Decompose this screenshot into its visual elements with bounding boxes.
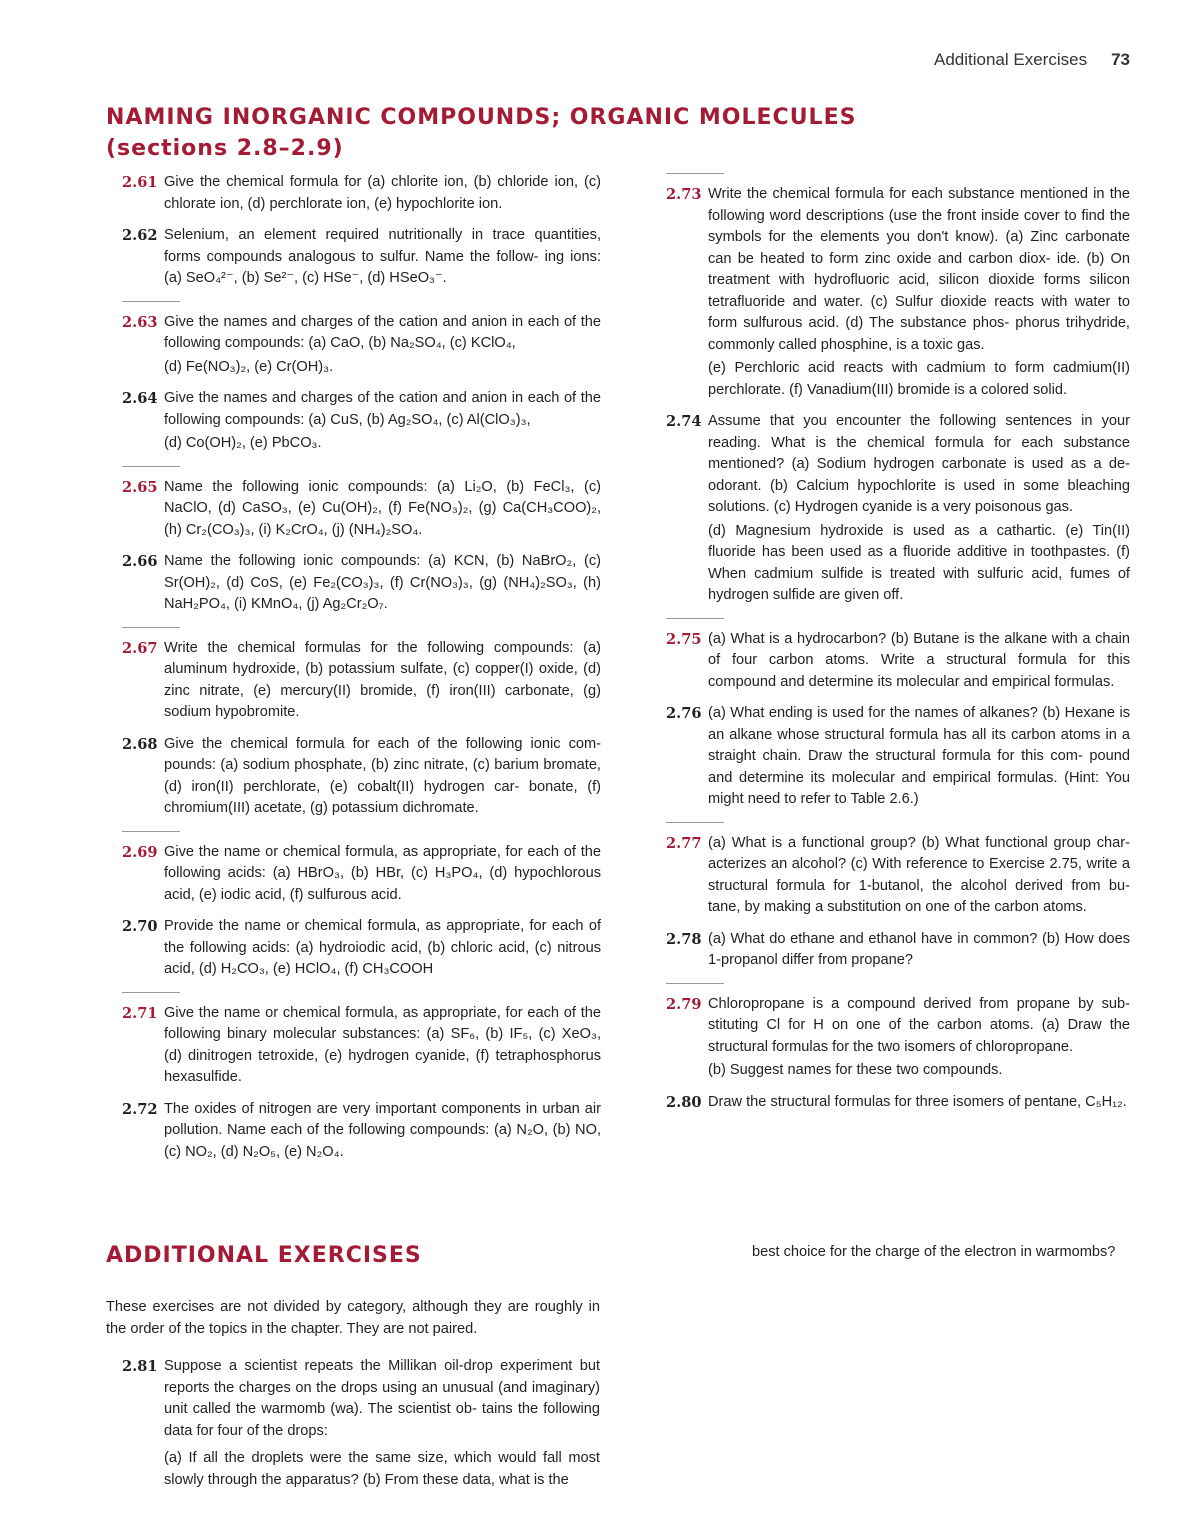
- exercise-text: (a) What is a functional group? (b) What functional group char- acterizes an alcohol? (c) With reference to Exercise 2.75, write a structural formula for 1-butanol, the alcohol derived from bu- tane, by making a substitution on one of the carbon atoms.: [708, 834, 1130, 915]
- exercise-text: Chloropropane is a compound derived from propane by sub- stituting Cl for H on one of the carbon atoms. (a) Draw the structural formulas for the two isomers of chloropropane.: [708, 995, 1130, 1055]
- exercise-number: 2.74: [666, 413, 702, 430]
- exercise-number: 2.63: [122, 313, 158, 331]
- exercise-text: The oxides of nitrogen are very important components in urban air pollution. Name each of the following compounds: (a) N₂O, (b) NO, (c) NO₂, (d) N₂O₅, (e) N₂O₄.: [164, 1100, 601, 1160]
- exercise-2-70: [108, 916, 601, 981]
- exercise-text: (d) Fe(NO₃)₂, (e) Cr(OH)₃.: [164, 358, 334, 375]
- section-title-line-1: NAMING INORGANIC COMPOUNDS; ORGANIC MOLECULES: [106, 105, 857, 130]
- exercise-2-81-wrapper: [108, 1356, 600, 1501]
- exercise-number: 2.73: [666, 186, 702, 203]
- exercise-text: (b) Suggest names for these two compounds.: [708, 1062, 1003, 1078]
- section-title-naming: [106, 102, 856, 164]
- exercise-2-74: [652, 411, 1130, 607]
- exercise-text: Write the chemical formula for each substance mentioned in the following word descriptions (use the front inside cover to find the symbols for the elements you don't know). (a) Zinc carbonate can be heated to form zinc oxide and carbon diox- ide. (b) On treatment with hydrofluoric acid, silicon dioxide forms silicon tetrafluoride and water. (c) Sulfur dioxide reacts with water to form sulfurous acid. (d) The substance phos- phorus trihydride, commonly called phosphine, is a toxic gas.: [708, 186, 1130, 353]
- exercise-text: Assume that you encounter the following sentences in your reading. What is the chemical formula for each substance mentioned? (a) Sodium hydrogen carbonate is used as a de- odorant. (b) Calcium hypochlorite is used in some bleaching solutions. (c) Hydrogen cyanide is a very poisonous gas.: [708, 413, 1130, 515]
- exercise-text: (a) What is a hydrocarbon? (b) Butane is the alkane with a chain of four carbon atoms. Write a structural formula for this compound and determine its molecular and empirical formulas.: [708, 630, 1130, 690]
- left-column: [108, 172, 601, 1173]
- exercise-2-75: [652, 617, 1130, 694]
- section-title-line-2: (sections 2.8–2.9): [106, 136, 344, 161]
- exercise-text: Provide the name or chemical formula, as appropriate, for each of the following acids: (a) hydroiodic acid, (b) chloric acid, (c) nitrous acid, (d) H₂CO₃, (e) HClO₄, (f) CH₃COOH: [164, 918, 601, 977]
- exercise-text: Draw the structural formulas for three isomers of pentane, C₅H₁₂.: [708, 1093, 1127, 1110]
- exercise-2-81: [108, 1356, 600, 1491]
- exercise-number: 2.72: [122, 1100, 158, 1118]
- exercise-2-79: [652, 982, 1130, 1082]
- exercise-number: 2.69: [122, 843, 158, 861]
- exercise-2-61: [108, 172, 601, 215]
- exercise-text: (a) What do ethane and ethanol have in common? (b) How does 1-propanol differ from propane?: [708, 930, 1130, 968]
- exercise-number: 2.78: [666, 930, 702, 948]
- exercise-2-66: [108, 551, 601, 616]
- running-head: [934, 50, 1130, 70]
- exercise-2-73: [652, 172, 1130, 401]
- exercise-number: 2.76: [666, 705, 702, 722]
- right-column: [652, 172, 1130, 1123]
- exercise-2-69: [108, 830, 601, 907]
- exercise-number: 2.64: [122, 390, 158, 407]
- exercise-text: Give the chemical formula for (a) chlorite ion, (b) chloride ion, (c) chlorate ion, (d) perchlorate ion, (e) hypochlorite ion.: [164, 174, 601, 212]
- exercise-number: 2.68: [122, 735, 158, 753]
- exercise-text: Write the chemical formulas for the following compounds: (a) aluminum hydroxide, (b) potassium sulfate, (c) copper(I) oxide, (d) zinc nitrate, (e) mercury(II) bromide, (f) iron(III) carbonate, (g) sodium hypobromite.: [164, 639, 601, 720]
- exercise-2-77: [652, 821, 1130, 919]
- exercise-number: 2.62: [122, 227, 158, 244]
- exercise-2-80: [652, 1092, 1130, 1114]
- exercise-text: Give the name or chemical formula, as appropriate, for each of the following binary molecular substances: (a) SF₆, (b) IF₅, (c) XeO₃, (d) dinitrogen tetroxide, (e) hydrogen cyanide, (f) tetraphosphorus hexasulfide.: [164, 1004, 601, 1085]
- exercise-2-71: [108, 991, 601, 1089]
- exercise-number: 2.80: [666, 1093, 702, 1111]
- continuation-text: best choice for the charge of the electron in warmombs?: [752, 1244, 1116, 1260]
- exercise-2-72: [108, 1099, 601, 1164]
- exercise-text: (a) If all the droplets were the same size, which would fall most slowly through the apparatus? (b) From these data, what is the: [164, 1450, 600, 1488]
- exercise-text: (a) What ending is used for the names of alkanes? (b) Hexane is an alkane whose structural formula has all its carbon atoms in a straight chain. Draw the structural formula for this com- pound and determine its molecular and empirical formulas. (Hint: You might need to refer to Table 2.6.): [708, 705, 1130, 807]
- exercise-2-65: [108, 465, 601, 542]
- exercise-number: 2.66: [122, 553, 158, 570]
- exercise-text: (e) Perchloric acid reacts with cadmium to form cadmium(II) perchlorate. (f) Vanadium(III) bromide is a colored solid.: [708, 360, 1130, 398]
- exercise-text: Name the following ionic compounds: (a) Li₂O, (b) FeCl₃, (c) NaClO, (d) CaSO₃, (e) Cu(OH)₂, (f) Fe(NO₃)₂, (g) Ca(CH₃COO)₂, (h) Cr₂(CO₃)₃, (i) K₂CrO₄, (j) (NH₄)₂SO₄.: [164, 478, 601, 538]
- exercise-2-62: [108, 225, 601, 290]
- exercise-2-78: [652, 929, 1130, 972]
- exercise-text: Name the following ionic compounds: (a) KCN, (b) NaBrO₂, (c) Sr(OH)₂, (d) CoS, (e) Fe₂(CO₃)₃, (f) Cr(NO₃)₃, (g) (NH₄)₂SO₃, (h) NaH₂PO₄, (i) KMnO₄, (j) Ag₂Cr₂O₇.: [164, 553, 601, 612]
- exercise-2-68: [108, 734, 601, 820]
- exercise-2-63: [108, 300, 601, 379]
- exercise-number: 2.70: [122, 918, 158, 935]
- exercise-text: Selenium, an element required nutritionally in trace quantities, forms compounds analogous to sulfur. Name the follow- ing ions: (a) SeO₄²⁻, (b) Se²⁻, (c) HSe⁻, (d) HSeO₃⁻.: [164, 227, 601, 286]
- exercise-text: (d) Magnesium hydroxide is used as a cathartic. (e) Tin(II) fluoride has been used as a fluoride additive in toothpastes. (f) When cadmium sulfide is treated with sulfuric acid, fumes of hydrogen sulfide are given off.: [708, 522, 1130, 603]
- exercise-number: 2.61: [122, 174, 158, 191]
- exercise-text: (d) Co(OH)₂, (e) PbCO₃.: [164, 435, 322, 451]
- exercise-2-76: [652, 703, 1130, 811]
- running-title: Additional Exercises: [934, 50, 1088, 69]
- exercise-number: 2.67: [122, 639, 158, 657]
- exercise-number: 2.71: [122, 1004, 158, 1022]
- page-number: 73: [1111, 50, 1130, 69]
- exercise-text: Give the name or chemical formula, as appropriate, for each of the following acids: (a) HBrO₃, (b) HBr, (c) H₃PO₄, (d) hypochlorous acid, (e) iodic acid, (f) sulfurous acid.: [164, 843, 601, 903]
- exercise-text: Suppose a scientist repeats the Millikan oil-drop experiment but reports the charges on the drops using an unusual (and imaginary) unit called the warmomb (wa). The scientist ob- tains the following data for four of the drops:: [164, 1358, 600, 1439]
- exercise-text: Give the names and charges of the cation and anion in each of the following compounds: (a) CuS, (b) Ag₂SO₄, (c) Al(ClO₃)₃,: [164, 390, 601, 428]
- section-intro: These exercises are not divided by category, although they are roughly in the order of the topics in the chapter. They are not paired.: [106, 1299, 600, 1337]
- exercise-number: 2.75: [666, 630, 702, 648]
- exercise-text: Give the chemical formula for each of the following ionic com- pounds: (a) sodium phosphate, (b) zinc nitrate, (c) barium bromate, (d) iron(II) perchlorate, (e) cobalt(II) hydrogen car- bonate, (f) chromium(III) acetate, (g) potassium dichromate.: [164, 735, 601, 816]
- exercise-number: 2.79: [666, 995, 702, 1013]
- exercise-number: 2.81: [122, 1358, 158, 1375]
- exercise-2-64: [108, 388, 601, 455]
- exercise-number: 2.77: [666, 834, 702, 852]
- exercise-2-67: [108, 626, 601, 724]
- exercise-text: Give the names and charges of the cation and anion in each of the following compounds: (a) CaO, (b) Na₂SO₄, (c) KClO₄,: [164, 313, 601, 351]
- exercise-number: 2.65: [122, 478, 158, 496]
- section-title-additional: ADDITIONAL EXERCISES: [106, 1243, 422, 1268]
